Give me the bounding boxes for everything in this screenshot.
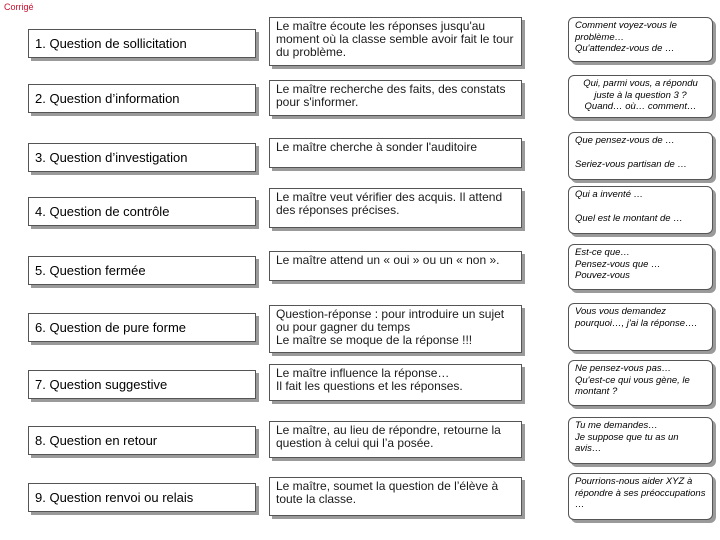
example-text: Vous vous demandez pourquoi…, j'ai la réponse…. [575,306,698,329]
header-label: Corrigé [4,2,34,12]
description-text: Il fait les questions et les réponses. [276,379,463,393]
example-text: Pensez-vous que … [575,258,661,270]
example-text: Quand… où… comment… [584,101,697,112]
question-type-4: 4. Question de contrôle [28,197,256,226]
example-text: Comment voyez-vous le problème… [575,20,677,43]
example-2 [568,75,713,118]
description-text: Le maître recherche des faits, des constats pour s'informer. [276,82,506,109]
description-text: Le maître veut vérifier des acquis. Il attend des réponses précises. [276,190,503,217]
example-text: Je suppose que tu as un avis… [575,431,679,454]
description-text: Question-réponse : pour introduire un sujet [276,307,505,321]
description-7 [269,364,522,401]
question-type-1: 1. Question de sollicitation [28,29,256,58]
example-text: Qui, parmi vous, a répondu juste à la question 3 ? [583,78,698,101]
example-1 [568,17,713,62]
description-8 [269,421,522,458]
example-text: Qui a inventé … [575,189,644,200]
description-3 [269,138,522,168]
description-1 [269,17,522,66]
example-text: Tu me demandes… [575,420,658,431]
example-text: Pouvez-vous [575,270,630,281]
example-9 [568,473,713,520]
example-5 [568,244,713,290]
description-5 [269,251,522,281]
question-type-3: 3. Question d’investigation [28,143,256,172]
description-text: Le maître écoute les réponses jusqu'au moment où la classe semble avoir fait le tour du problème. [276,19,514,59]
description-text: ou pour gagner du temps [276,320,411,334]
example-7 [568,360,713,406]
example-text: Ne pensez-vous pas… [575,363,672,374]
description-4 [269,188,522,228]
question-type-8: 8. Question en retour [28,426,256,455]
description-text: Le maître, au lieu de répondre, retourne la question à celui qui l’a posée. [276,423,501,450]
description-text: Le maître, soumet la question de l’élève à toute la classe. [276,479,499,506]
question-type-7: 7. Question suggestive [28,370,256,399]
description-9 [269,477,522,516]
question-type-5: 5. Question fermée [28,256,256,285]
description-text: Le maître se moque de la réponse !!! [276,333,473,347]
description-text: Le maître attend un « oui » ou un « non ». [276,253,500,267]
example-8 [568,417,713,464]
example-6 [568,303,713,351]
description-2 [269,80,522,116]
description-6 [269,305,522,353]
example-3 [568,132,713,180]
example-text: Seriez-vous partisan de … [575,158,687,170]
example-4 [568,186,713,234]
question-type-2: 2. Question d’information [28,84,256,113]
description-text: Le maître cherche à sonder l'auditoire [276,140,478,154]
example-text: Qu'attendez-vous de … [575,43,675,54]
question-type-6: 6. Question de pure forme [28,313,256,342]
example-text: Que pensez-vous de … [575,135,675,146]
example-text: Pourrions-nous aider XYZ à répondre à ses préoccupations … [575,476,706,510]
question-type-9: 9. Question renvoi ou relais [28,483,256,512]
example-text: Est-ce que… [575,247,630,258]
description-text: Le maître influence la réponse… [276,366,450,380]
example-text: Quel est le montant de … [575,212,683,224]
example-text: Qu'est-ce qui vous gène, le montant ? [575,374,690,397]
